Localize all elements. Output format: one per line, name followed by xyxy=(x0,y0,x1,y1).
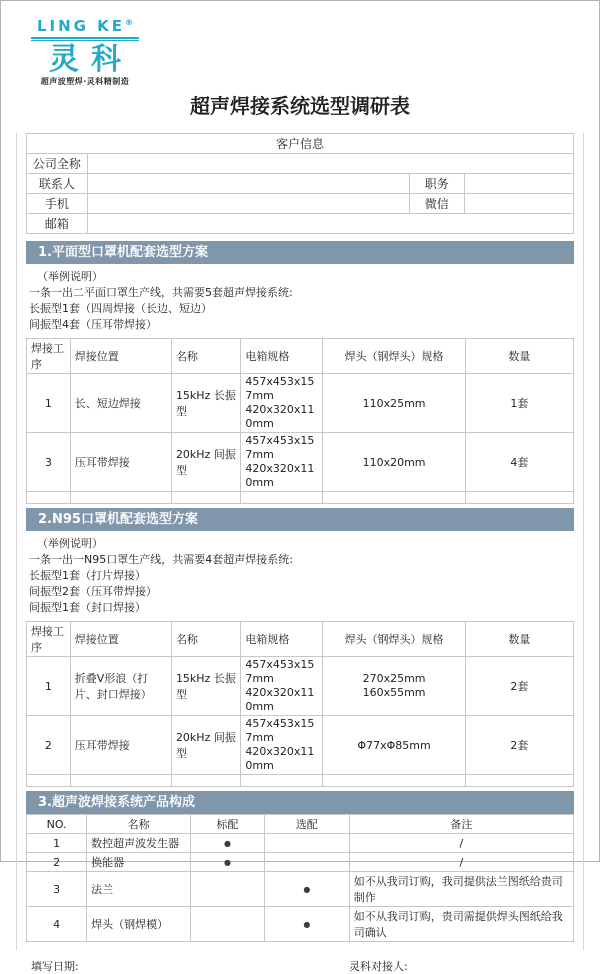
cell-name: 20kHz 间振型 xyxy=(171,716,240,775)
optional-marker-dot: ● xyxy=(264,872,349,907)
note-line: 一条一出二平面口罩生产线，共需要5套超声焊接系统: xyxy=(29,286,293,299)
section1-spec-table xyxy=(26,338,574,504)
cell-name: 法兰 xyxy=(87,872,191,907)
optional-marker-dot: ● xyxy=(264,907,349,942)
cell-no: 1 xyxy=(27,834,87,853)
spacer-row xyxy=(27,492,574,504)
cell-remark: / xyxy=(349,834,573,853)
note-line: 间振型2套（压耳带焊接） xyxy=(29,585,157,598)
empty-cell xyxy=(465,492,573,504)
mobile-label: 手机 xyxy=(27,194,88,214)
note-line: 间振型1套（封口焊接） xyxy=(29,601,146,614)
cell-position: 压耳带焊接 xyxy=(70,716,171,775)
email-field[interactable] xyxy=(87,214,573,234)
box-spec-line: 420x320x110mm xyxy=(245,745,315,772)
cell-process: 3 xyxy=(27,433,71,492)
spec-table-header-row xyxy=(27,622,574,657)
col-header-name: 名称 xyxy=(171,339,240,374)
cell-remark: / xyxy=(349,853,573,872)
table-row xyxy=(27,834,574,853)
cell-name: 焊头（钢焊模） xyxy=(87,907,191,942)
col-header-process: 焊接工序 xyxy=(27,339,71,374)
empty-cell xyxy=(241,775,323,787)
content-frame xyxy=(16,133,584,950)
box-spec-line: 457x453x157mm xyxy=(245,375,315,402)
logo-underline-rule xyxy=(31,37,139,41)
cell-name: 换能器 xyxy=(87,853,191,872)
cell-horn-spec: Φ77xΦ85mm xyxy=(323,716,465,775)
note-line: 一条一出一N95口罩生产线，共需要4套超声焊接系统: xyxy=(29,553,293,566)
cell-qty: 2套 xyxy=(465,716,573,775)
cell-position: 折叠V形浪（打片、封口焊接） xyxy=(70,657,171,716)
section1-notes xyxy=(26,264,574,338)
col-header-process: 焊接工序 xyxy=(27,622,71,657)
customer-info-table xyxy=(26,133,574,234)
registered-mark-icon: ® xyxy=(125,18,134,27)
customer-header-row xyxy=(27,134,574,154)
empty-cell xyxy=(323,492,465,504)
customer-company-row xyxy=(27,154,574,174)
contact-field[interactable] xyxy=(87,174,409,194)
table-row xyxy=(27,872,574,907)
empty-cell xyxy=(70,775,171,787)
cell-box-spec xyxy=(241,716,323,775)
standard-marker-dot: ● xyxy=(191,853,265,872)
cell-process: 1 xyxy=(27,374,71,433)
note-line: 长振型1套（四周焊接（长边、短边） xyxy=(29,302,212,315)
horn-spec-line: 270x25mm xyxy=(362,672,426,685)
section2-spec-table xyxy=(26,621,574,787)
col-header-box-spec: 电箱规格 xyxy=(241,339,323,374)
table-row xyxy=(27,433,574,492)
box-spec-line: 420x320x110mm xyxy=(245,462,315,489)
standard-marker-dot: ● xyxy=(191,834,265,853)
cell-remark: 如不从我司订购，我司提供法兰图纸给贵司制作 xyxy=(349,872,573,907)
empty-cell xyxy=(27,775,71,787)
col-header-name: 名称 xyxy=(171,622,240,657)
note-line: （举例说明） xyxy=(37,270,103,283)
cell-box-spec xyxy=(241,374,323,433)
empty-cell xyxy=(171,492,240,504)
cell-box-spec xyxy=(241,657,323,716)
col-header-position: 焊接位置 xyxy=(70,339,171,374)
cell-horn-spec: 110x25mm xyxy=(323,374,465,433)
empty-cell xyxy=(70,492,171,504)
horn-spec-line: 160x55mm xyxy=(362,686,426,699)
optional-marker-dot xyxy=(264,834,349,853)
products-header-row xyxy=(27,815,574,834)
section2-notes xyxy=(26,531,574,621)
contact-label: 联系人 xyxy=(27,174,88,194)
col-header-qty: 数量 xyxy=(465,339,573,374)
cell-horn-spec xyxy=(323,657,465,716)
table-row xyxy=(27,374,574,433)
empty-cell xyxy=(241,492,323,504)
wechat-field[interactable] xyxy=(464,194,573,214)
cell-no: 4 xyxy=(27,907,87,942)
position-label: 职务 xyxy=(409,174,464,194)
optional-marker-dot xyxy=(264,853,349,872)
table-row xyxy=(27,853,574,872)
company-label: 公司全称 xyxy=(27,154,88,174)
section3-header-bar: 3.超声波焊接系统产品构成 xyxy=(26,791,574,814)
cell-name: 数控超声波发生器 xyxy=(87,834,191,853)
section2-header-bar: 2.N95口罩机配套选型方案 xyxy=(26,508,574,531)
section1-header-bar: 1.平面型口罩机配套选型方案 xyxy=(26,241,574,264)
cell-qty: 2套 xyxy=(465,657,573,716)
customer-info-header: 客户信息 xyxy=(27,134,574,154)
col-header-horn-spec: 焊头（钢焊头）规格 xyxy=(323,339,465,374)
box-spec-line: 457x453x157mm xyxy=(245,658,315,685)
wechat-label: 微信 xyxy=(409,194,464,214)
cell-name: 15kHz 长振型 xyxy=(171,374,240,433)
section3-products-table xyxy=(26,814,574,942)
cell-horn-spec: 110x20mm xyxy=(323,433,465,492)
empty-cell xyxy=(323,775,465,787)
cell-no: 2 xyxy=(27,853,87,872)
cell-name: 20kHz 间振型 xyxy=(171,433,240,492)
cell-process: 1 xyxy=(27,657,71,716)
col-header-remark: 备注 xyxy=(349,815,573,834)
company-logo xyxy=(29,13,141,87)
col-header-box-spec: 电箱规格 xyxy=(241,622,323,657)
logo-brand-en xyxy=(29,13,141,36)
cell-position: 长、短边焊接 xyxy=(70,374,171,433)
box-spec-line: 457x453x157mm xyxy=(245,717,315,744)
cell-process: 2 xyxy=(27,716,71,775)
table-row xyxy=(27,716,574,775)
col-header-optional: 选配 xyxy=(264,815,349,834)
cell-name: 15kHz 长振型 xyxy=(171,657,240,716)
customer-mobile-row xyxy=(27,194,574,214)
col-header-no: NO. xyxy=(27,815,87,834)
logo-tagline: 超声波塑焊·灵科精制造 xyxy=(40,77,130,86)
cell-position: 压耳带焊接 xyxy=(70,433,171,492)
box-spec-line: 420x320x110mm xyxy=(245,403,315,430)
email-label: 邮箱 xyxy=(27,214,88,234)
form-footer xyxy=(1,958,599,974)
note-line: （举例说明） xyxy=(37,537,103,550)
empty-cell xyxy=(465,775,573,787)
cell-qty: 1套 xyxy=(465,374,573,433)
note-line: 间振型4套（压耳带焊接） xyxy=(29,318,157,331)
note-line: 长振型1套（打片焊接） xyxy=(29,569,146,582)
col-header-position: 焊接位置 xyxy=(70,622,171,657)
position-field[interactable] xyxy=(464,174,573,194)
table-row xyxy=(27,657,574,716)
cell-no: 3 xyxy=(27,872,87,907)
col-header-name: 名称 xyxy=(87,815,191,834)
empty-cell xyxy=(27,492,71,504)
col-header-qty: 数量 xyxy=(465,622,573,657)
cell-remark: 如不从我司订购，贵司需提供焊头图纸给我司确认 xyxy=(349,907,573,942)
box-spec-line: 420x320x110mm xyxy=(245,686,315,713)
lingke-contact-label[interactable]: 灵科对接人: xyxy=(349,960,408,973)
standard-marker-dot xyxy=(191,872,265,907)
cell-qty: 4套 xyxy=(465,433,573,492)
col-header-horn-spec: 焊头（钢焊头）规格 xyxy=(323,622,465,657)
customer-contact-row xyxy=(27,174,574,194)
table-row xyxy=(27,907,574,942)
spec-table-header-row xyxy=(27,339,574,374)
col-header-standard: 标配 xyxy=(191,815,265,834)
empty-cell xyxy=(171,775,240,787)
spacer-row xyxy=(27,775,574,787)
mobile-field[interactable] xyxy=(87,194,409,214)
page-title: 超声焊接系统选型调研表 xyxy=(190,94,410,118)
logo-brand-en-text: LING KE xyxy=(36,17,126,35)
box-spec-line: 457x453x157mm xyxy=(245,434,315,461)
fill-date-label[interactable]: 填写日期: xyxy=(31,960,79,973)
logo-brand-cn: 灵科 xyxy=(49,42,133,77)
standard-marker-dot xyxy=(191,907,265,942)
cell-box-spec xyxy=(241,433,323,492)
customer-email-row xyxy=(27,214,574,234)
company-field[interactable] xyxy=(87,154,573,174)
